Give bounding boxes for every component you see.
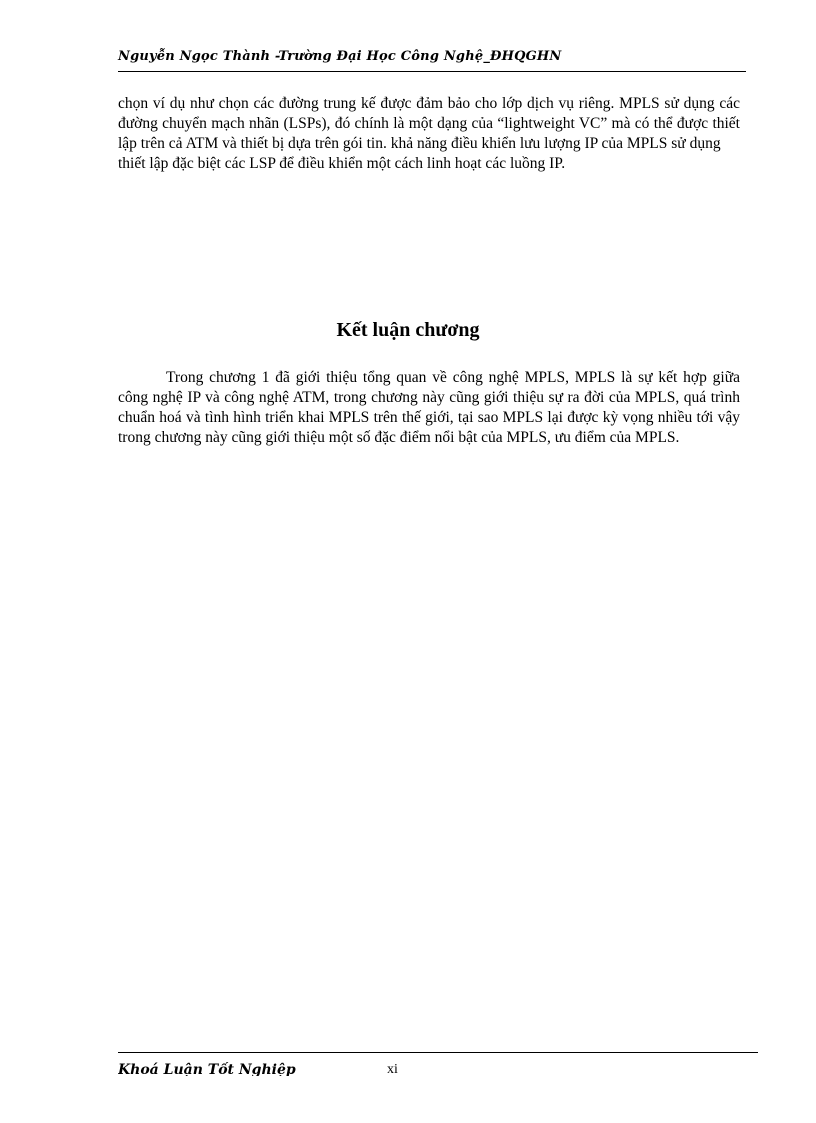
section-title: Kết luận chương [336,319,480,341]
paragraph-1-line-2: thiết lập đặc biệt các LSP để điều khiển một cách linh hoạt các luồng IP. [118,155,566,172]
running-header: Nguyễn Ngọc Thành -Trường Đại Học Công Nghệ_ĐHQGHN [118,49,562,64]
paragraph-1-line-1: chọn ví dụ như chọn các đường trung kế được đảm bảo cho lớp dịch vụ riêng. MPLS sử dụng các đường chuyển mạch nhãn (LSPs), đó chính là một dạng của “lightweight VC” mà có thể được thiết lập trên cả ATM và thiết bị dựa trên gói tin. khả năng điều khiển lưu lượng IP của MPLS sử dụng [118,95,740,152]
footer-title: Khoá Luận Tốt Nghiệp [118,1062,296,1076]
body-paragraph-1 [118,94,740,174]
body-paragraph-2: Trong chương 1 đã giới thiệu tổng quan về công nghệ MPLS, MPLS là sự kết hợp giữa công nghệ IP và công nghệ ATM, trong chương này cũng giới thiệu sự ra đời của MPLS, quá trình chuẩn hoá và tình hình triển khai MPLS trên thế giới, tại sao MPLS lại được kỳ vọng nhiều tới vậy trong chương này cũng giới thiệu một số đặc điểm nổi bật của MPLS, ưu điểm của MPLS. [118,369,740,446]
page-number: xi [387,1062,398,1077]
footer-divider [118,1052,758,1053]
header-divider [118,71,746,72]
